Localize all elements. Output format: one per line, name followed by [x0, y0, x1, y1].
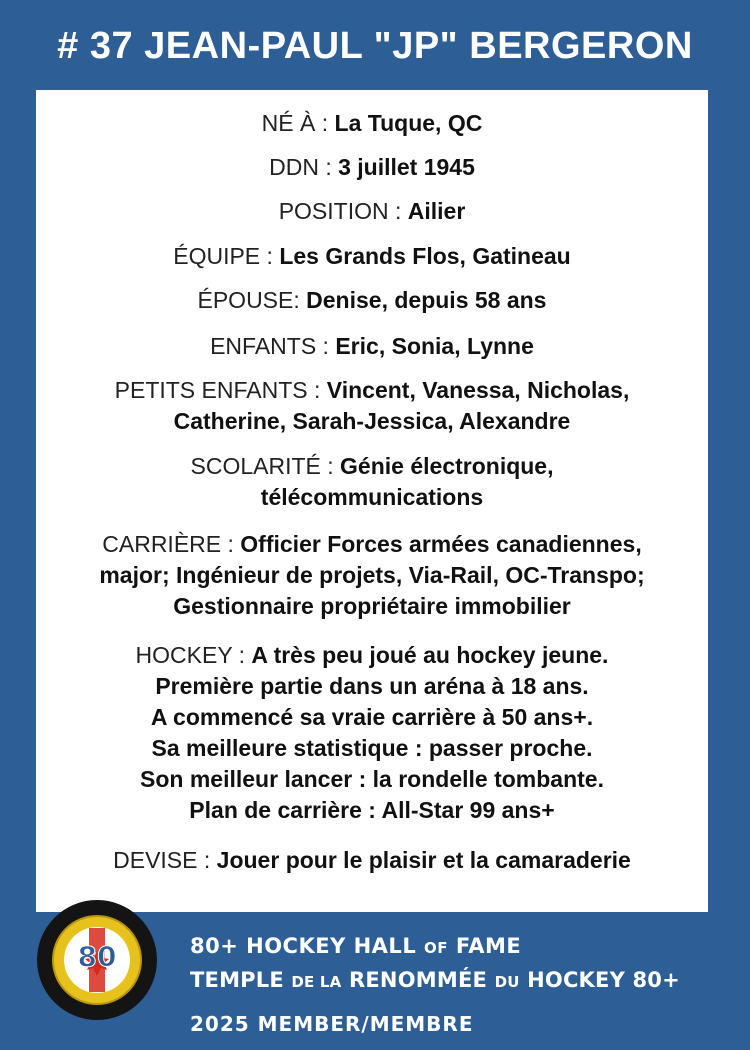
field-value: Officier Forces armées canadiennes,: [240, 531, 642, 557]
field-value: Eric, Sonia, Lynne: [335, 333, 534, 359]
field-motto: [36, 845, 708, 876]
field-value: Génie électronique,: [340, 453, 554, 479]
field-label: DDN :: [269, 154, 339, 180]
field-position: [36, 196, 708, 227]
field-birthplace: [36, 108, 708, 139]
field-label: ÉPOUSE:: [197, 287, 307, 313]
field-value: Première partie dans un aréna à 18 ans.: [155, 673, 589, 699]
field-value: Sa meilleure statistique : passer proche.: [151, 735, 593, 761]
field-value: A très peu joué au hockey jeune.: [251, 642, 609, 668]
footer-text: TEMPLE: [190, 968, 292, 992]
field-label: POSITION :: [278, 198, 408, 224]
field-spouse: [36, 285, 708, 316]
footer-text: 80+ HOCKEY HALL: [190, 934, 425, 958]
field-label: HOCKEY :: [135, 642, 252, 668]
logo-number: 80: [77, 940, 117, 973]
footer-hall-of-fame: [190, 934, 521, 958]
footer-text-small: DE LA: [291, 973, 342, 991]
footer-text: RENOMMÉE: [341, 968, 495, 992]
footer-text-small: OF: [424, 939, 449, 957]
hockey-puck-logo: [37, 900, 157, 1020]
field-birthdate: [36, 152, 708, 183]
field-label: ENFANTS :: [210, 333, 336, 359]
field-team: [36, 241, 708, 272]
field-career: [36, 529, 708, 622]
field-value: Jouer pour le plaisir et la camaraderie: [216, 847, 631, 873]
field-value: Catherine, Sarah-Jessica, Alexandre: [173, 408, 571, 434]
field-value: télécommunications: [260, 484, 484, 510]
field-grandchildren: [36, 375, 708, 437]
footer-text-small: DU: [494, 973, 520, 991]
field-value: Denise, depuis 58 ans: [306, 287, 547, 313]
footer-text: HOCKEY 80+: [519, 968, 680, 992]
field-value: Plan de carrière : All-Star 99 ans+: [189, 797, 555, 823]
field-label: PETITS ENFANTS :: [114, 377, 327, 403]
field-value: Les Grands Flos, Gatineau: [279, 243, 571, 269]
field-value: Vincent, Vanessa, Nicholas,: [326, 377, 630, 403]
field-label: DEVISE :: [113, 847, 217, 873]
field-label: NÉ À :: [261, 110, 335, 136]
field-value: Gestionnaire propriétaire immobilier: [173, 593, 571, 619]
field-value: major; Ingénieur de projets, Via-Rail, OC-Transpo;: [99, 562, 645, 588]
field-education: [36, 451, 708, 513]
field-value: Ailier: [407, 198, 466, 224]
card-title: # 37 JEAN-PAUL "JP" BERGERON: [57, 25, 693, 67]
field-value: A commencé sa vraie carrière à 50 ans+.: [150, 704, 594, 730]
hockey-80-plus-logo-icon: [37, 900, 157, 1020]
field-label: ÉQUIPE :: [173, 243, 280, 269]
footer-temple: [190, 968, 680, 992]
footer-text: FAME: [448, 934, 522, 958]
field-children: [36, 331, 708, 362]
field-value: Son meilleur lancer : la rondelle tombante.: [140, 766, 604, 792]
field-value: La Tuque, QC: [334, 110, 483, 136]
field-label: SCOLARITÉ :: [190, 453, 341, 479]
field-value: 3 juillet 1945: [338, 154, 475, 180]
field-label: CARRIÈRE :: [102, 531, 241, 557]
info-panel: [36, 90, 708, 912]
footer-member-year: 2025 MEMBER/MEMBRE: [190, 1012, 474, 1036]
field-hockey: [36, 640, 708, 826]
